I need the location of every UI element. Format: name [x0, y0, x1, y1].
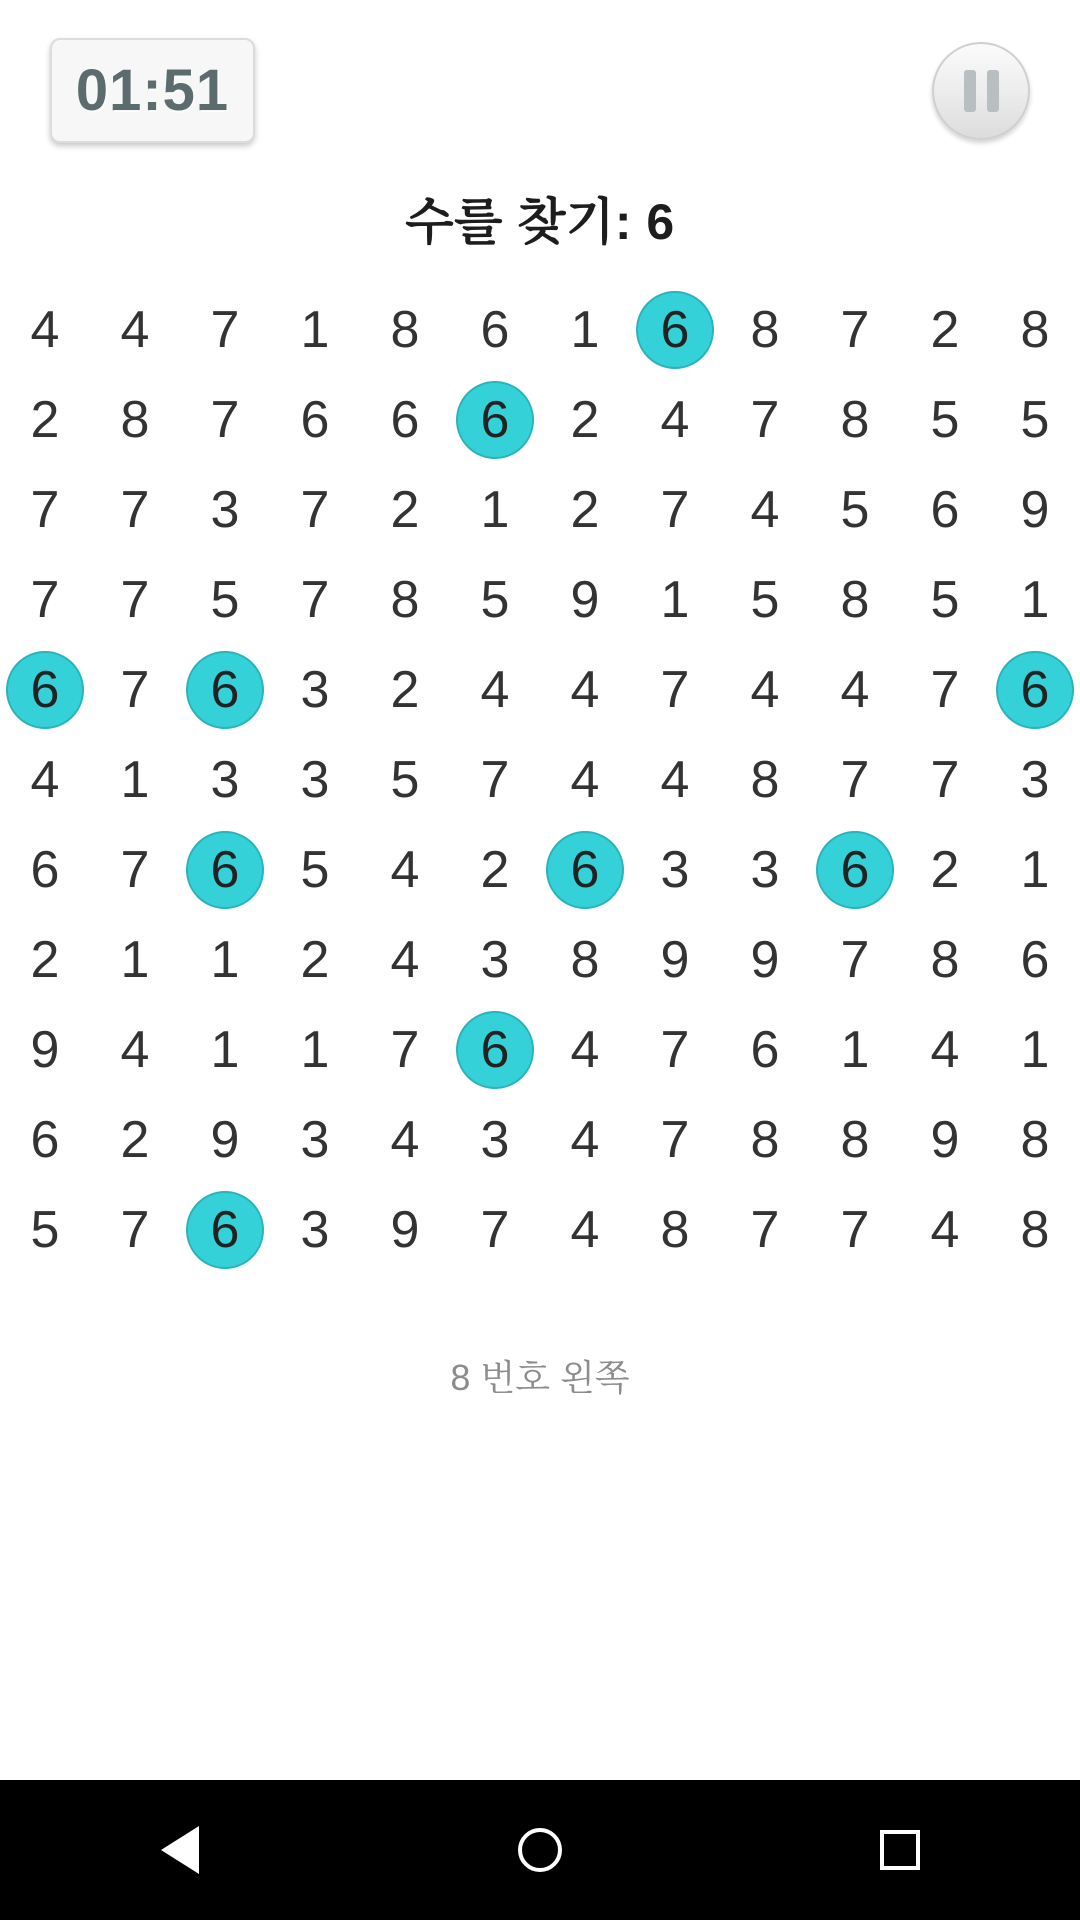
grid-cell-value: 3: [480, 931, 510, 989]
home-circle-icon: [518, 1828, 562, 1872]
grid-cell-value: 5: [390, 751, 420, 809]
grid-cell[interactable]: [0, 555, 90, 645]
grid-cell-value: 4: [750, 661, 780, 719]
grid-cell-value: 6: [186, 1191, 264, 1269]
grid-cell[interactable]: [990, 285, 1080, 375]
grid-cell-value: 6: [480, 301, 510, 359]
grid-cell-value: 4: [570, 1021, 600, 1079]
grid-cell-value: 4: [840, 661, 870, 719]
grid-cell-value: 7: [120, 481, 150, 539]
grid-cell-highlighted[interactable]: [180, 1185, 270, 1275]
grid-cell[interactable]: [540, 915, 630, 1005]
grid-cell[interactable]: [720, 1185, 810, 1275]
grid-cell[interactable]: [810, 645, 900, 735]
grid-cell[interactable]: [810, 465, 900, 555]
grid-cell[interactable]: [810, 915, 900, 1005]
grid-cell-value: 6: [390, 391, 420, 449]
grid-cell-value: 3: [300, 751, 330, 809]
grid-cell[interactable]: [270, 375, 360, 465]
grid-cell-value: 1: [210, 931, 240, 989]
grid-cell[interactable]: [540, 1185, 630, 1275]
grid-cell-value: 7: [660, 1111, 690, 1169]
grid-cell[interactable]: [630, 555, 720, 645]
grid-cell[interactable]: [450, 645, 540, 735]
page-title: 수를 찾기: 6: [405, 194, 675, 250]
grid-cell[interactable]: [630, 735, 720, 825]
grid-cell-value: 1: [300, 1021, 330, 1079]
grid-cell[interactable]: [270, 825, 360, 915]
grid-cell-value: 7: [300, 571, 330, 629]
grid-cell-highlighted[interactable]: [540, 825, 630, 915]
grid-cell-value: 4: [480, 661, 510, 719]
grid-cell-value: 1: [120, 751, 150, 809]
grid-cell-value: 6: [996, 651, 1074, 729]
grid-cell[interactable]: [180, 555, 270, 645]
grid-cell[interactable]: [810, 1005, 900, 1095]
grid-cell-value: 3: [660, 841, 690, 899]
back-triangle-icon: [161, 1826, 199, 1874]
grid-cell-value: 9: [210, 1111, 240, 1169]
grid-cell[interactable]: [0, 465, 90, 555]
grid-cell-value: 4: [390, 841, 420, 899]
grid-cell-value: 8: [390, 571, 420, 629]
grid-cell[interactable]: [270, 1185, 360, 1275]
grid-cell-value: 5: [930, 391, 960, 449]
grid-cell-value: 4: [390, 1111, 420, 1169]
grid-cell-highlighted[interactable]: [990, 645, 1080, 735]
grid-cell-value: 6: [1020, 931, 1050, 989]
grid-cell-value: 4: [750, 481, 780, 539]
grid-cell-value: 8: [120, 391, 150, 449]
grid-cell[interactable]: [540, 465, 630, 555]
grid-cell[interactable]: [180, 1005, 270, 1095]
grid-cell[interactable]: [900, 285, 990, 375]
grid-cell-value: 8: [1020, 1111, 1050, 1169]
grid-cell-value: 7: [660, 1021, 690, 1079]
grid-cell[interactable]: [900, 735, 990, 825]
grid-cell-value: 7: [750, 1201, 780, 1259]
grid-cell-value: 7: [300, 481, 330, 539]
grid-cell-value: 6: [930, 481, 960, 539]
grid-cell-value: 3: [1020, 751, 1050, 809]
grid-cell[interactable]: [90, 1005, 180, 1095]
grid-cell[interactable]: [540, 735, 630, 825]
grid-cell-value: 7: [660, 481, 690, 539]
grid-cell[interactable]: [360, 555, 450, 645]
grid-cell[interactable]: [450, 1095, 540, 1185]
grid-cell[interactable]: [630, 1005, 720, 1095]
grid-cell-value: 6: [750, 1021, 780, 1079]
grid-cell[interactable]: [720, 825, 810, 915]
grid-cell-value: 7: [930, 751, 960, 809]
grid-cell[interactable]: [900, 1185, 990, 1275]
grid-cell-value: 7: [840, 301, 870, 359]
grid-cell[interactable]: [360, 825, 450, 915]
grid-cell-value: 7: [120, 841, 150, 899]
grid-cell-value: 1: [1020, 571, 1050, 629]
grid-cell[interactable]: [810, 1095, 900, 1185]
grid-cell[interactable]: [540, 555, 630, 645]
grid-cell[interactable]: [720, 375, 810, 465]
grid-cell-value: 7: [750, 391, 780, 449]
grid-cell-value: 9: [390, 1201, 420, 1259]
grid-cell-value: 3: [300, 1201, 330, 1259]
grid-cell[interactable]: [990, 1185, 1080, 1275]
grid-cell-value: 8: [570, 931, 600, 989]
grid-cell[interactable]: [450, 1185, 540, 1275]
grid-cell[interactable]: [900, 375, 990, 465]
grid-cell-highlighted[interactable]: [450, 1005, 540, 1095]
grid-cell-highlighted[interactable]: [810, 825, 900, 915]
nav-home-button[interactable]: [480, 1790, 600, 1910]
grid-cell[interactable]: [90, 375, 180, 465]
grid-cell[interactable]: [630, 465, 720, 555]
grid-cell[interactable]: [900, 915, 990, 1005]
grid-cell-value: 8: [750, 1111, 780, 1169]
grid-cell-value: 4: [30, 301, 60, 359]
grid-cell[interactable]: [90, 825, 180, 915]
grid-cell[interactable]: [90, 1095, 180, 1185]
grid-cell-value: 4: [570, 661, 600, 719]
grid-cell-highlighted[interactable]: [180, 645, 270, 735]
grid-cell[interactable]: [450, 465, 540, 555]
grid-cell-value: 8: [750, 301, 780, 359]
grid-cell[interactable]: [990, 555, 1080, 645]
grid-cell-value: 6: [636, 291, 714, 369]
grid-cell-value: 3: [300, 1111, 330, 1169]
grid-cell[interactable]: [990, 825, 1080, 915]
grid-cell-value: 9: [750, 931, 780, 989]
top-bar: [0, 0, 1080, 175]
grid-cell-value: 4: [930, 1021, 960, 1079]
nav-recents-button[interactable]: [840, 1790, 960, 1910]
grid-cell[interactable]: [810, 1185, 900, 1275]
grid-cell[interactable]: [360, 1185, 450, 1275]
grid-cell[interactable]: [720, 915, 810, 1005]
grid-cell[interactable]: [180, 465, 270, 555]
grid-cell[interactable]: [360, 1005, 450, 1095]
grid-cell-value: 1: [120, 931, 150, 989]
grid-cell[interactable]: [720, 1095, 810, 1185]
grid-cell[interactable]: [900, 825, 990, 915]
grid-cell-value: 7: [210, 391, 240, 449]
grid-cell[interactable]: [180, 915, 270, 1005]
grid-cell[interactable]: [0, 1005, 90, 1095]
grid-cell-value: 4: [390, 931, 420, 989]
grid-cell[interactable]: [90, 1185, 180, 1275]
grid-cell[interactable]: [90, 915, 180, 1005]
number-grid[interactable]: [0, 285, 1080, 1275]
grid-cell[interactable]: [90, 735, 180, 825]
grid-cell[interactable]: [990, 465, 1080, 555]
grid-cell[interactable]: [90, 285, 180, 375]
grid-cell-value: 7: [210, 301, 240, 359]
grid-cell-value: 7: [840, 931, 870, 989]
grid-cell[interactable]: [90, 645, 180, 735]
grid-cell-value: 4: [570, 751, 600, 809]
grid-cell[interactable]: [0, 825, 90, 915]
timer-value: 01:51: [75, 58, 230, 123]
grid-cell[interactable]: [810, 555, 900, 645]
grid-cell-value: 1: [480, 481, 510, 539]
nav-back-button[interactable]: [120, 1790, 240, 1910]
grid-cell-value: 4: [660, 391, 690, 449]
grid-cell[interactable]: [810, 285, 900, 375]
grid-cell-value: 7: [930, 661, 960, 719]
grid-cell[interactable]: [990, 915, 1080, 1005]
grid-cell-value: 8: [840, 391, 870, 449]
grid-cell[interactable]: [810, 375, 900, 465]
grid-cell-highlighted[interactable]: [630, 285, 720, 375]
grid-cell[interactable]: [0, 915, 90, 1005]
grid-cell-value: 7: [30, 571, 60, 629]
grid-cell-value: 7: [660, 661, 690, 719]
grid-cell-value: 9: [570, 571, 600, 629]
grid-cell-value: 4: [570, 1111, 600, 1169]
grid-cell[interactable]: [360, 465, 450, 555]
grid-cell[interactable]: [0, 1185, 90, 1275]
grid-cell-value: 9: [30, 1021, 60, 1079]
grid-cell[interactable]: [540, 1095, 630, 1185]
grid-cell[interactable]: [900, 1005, 990, 1095]
grid-cell-value: 6: [456, 381, 534, 459]
grid-cell-value: 8: [840, 571, 870, 629]
grid-cell-value: 4: [930, 1201, 960, 1259]
grid-cell[interactable]: [270, 1005, 360, 1095]
grid-cell[interactable]: [720, 555, 810, 645]
grid-cell-value: 2: [30, 931, 60, 989]
grid-cell-value: 2: [30, 391, 60, 449]
grid-cell-value: 6: [30, 1111, 60, 1169]
grid-cell-value: 7: [480, 751, 510, 809]
grid-cell[interactable]: [90, 555, 180, 645]
grid-cell-value: 5: [1020, 391, 1050, 449]
grid-cell[interactable]: [270, 285, 360, 375]
grid-cell[interactable]: [990, 1095, 1080, 1185]
grid-cell-value: 8: [930, 931, 960, 989]
grid-cell-value: 7: [390, 1021, 420, 1079]
grid-cell-value: 7: [120, 661, 150, 719]
grid-cell-value: 2: [300, 931, 330, 989]
grid-cell-value: 2: [570, 391, 600, 449]
grid-cell-value: 5: [300, 841, 330, 899]
grid-cell-value: 6: [546, 831, 624, 909]
grid-cell-value: 2: [120, 1111, 150, 1169]
grid-cell[interactable]: [180, 285, 270, 375]
grid-cell[interactable]: [360, 735, 450, 825]
grid-cell-value: 5: [30, 1201, 60, 1259]
grid-cell[interactable]: [630, 1095, 720, 1185]
grid-cell-value: 5: [480, 571, 510, 629]
grid-cell-value: 5: [210, 571, 240, 629]
grid-cell-value: 2: [930, 301, 960, 359]
grid-cell[interactable]: [0, 285, 90, 375]
android-nav-bar: [0, 1780, 1080, 1920]
grid-cell[interactable]: [450, 285, 540, 375]
grid-cell[interactable]: [270, 915, 360, 1005]
grid-cell-value: 1: [660, 571, 690, 629]
grid-cell-value: 6: [30, 841, 60, 899]
grid-cell-value: 7: [120, 1201, 150, 1259]
grid-cell-value: 6: [186, 831, 264, 909]
pause-icon-bar-left: [964, 70, 976, 112]
grid-cell[interactable]: [270, 465, 360, 555]
grid-cell-value: 6: [300, 391, 330, 449]
grid-cell[interactable]: [360, 915, 450, 1005]
grid-cell[interactable]: [720, 645, 810, 735]
grid-cell[interactable]: [900, 645, 990, 735]
grid-cell[interactable]: [450, 735, 540, 825]
grid-cell-value: 4: [30, 751, 60, 809]
grid-cell[interactable]: [810, 735, 900, 825]
grid-cell-value: 5: [840, 481, 870, 539]
grid-cell-value: 1: [1020, 1021, 1050, 1079]
grid-cell-value: 8: [390, 301, 420, 359]
grid-cell-value: 1: [210, 1021, 240, 1079]
grid-cell-value: 1: [570, 301, 600, 359]
grid-cell[interactable]: [270, 735, 360, 825]
grid-cell[interactable]: [450, 915, 540, 1005]
grid-cell[interactable]: [720, 1005, 810, 1095]
grid-cell[interactable]: [720, 285, 810, 375]
grid-cell[interactable]: [360, 375, 450, 465]
grid-cell-value: 3: [480, 1111, 510, 1169]
grid-cell[interactable]: [990, 735, 1080, 825]
grid-cell-value: 7: [480, 1201, 510, 1259]
grid-cell-value: 6: [456, 1011, 534, 1089]
grid-cell[interactable]: [900, 1095, 990, 1185]
grid-cell-value: 8: [750, 751, 780, 809]
grid-cell-value: 8: [1020, 1201, 1050, 1259]
grid-cell-value: 9: [1020, 481, 1050, 539]
grid-cell[interactable]: [450, 825, 540, 915]
grid-cell[interactable]: [540, 375, 630, 465]
grid-cell[interactable]: [630, 645, 720, 735]
grid-cell[interactable]: [630, 825, 720, 915]
grid-cell-value: 7: [30, 481, 60, 539]
grid-cell-value: 9: [930, 1111, 960, 1169]
grid-cell-value: 3: [210, 481, 240, 539]
grid-cell-value: 2: [390, 481, 420, 539]
grid-cell-value: 4: [120, 1021, 150, 1079]
grid-cell[interactable]: [540, 645, 630, 735]
grid-cell[interactable]: [360, 1095, 450, 1185]
grid-cell-value: 8: [840, 1111, 870, 1169]
grid-cell[interactable]: [270, 645, 360, 735]
grid-cell-highlighted[interactable]: [450, 375, 540, 465]
grid-cell-value: 1: [1020, 841, 1050, 899]
grid-cell-value: 7: [840, 1201, 870, 1259]
grid-cell[interactable]: [990, 375, 1080, 465]
grid-cell-value: 3: [210, 751, 240, 809]
grid-cell[interactable]: [540, 1005, 630, 1095]
grid-cell[interactable]: [180, 1095, 270, 1185]
grid-cell-value: 7: [840, 751, 870, 809]
grid-cell[interactable]: [900, 465, 990, 555]
grid-cell[interactable]: [180, 375, 270, 465]
grid-cell-value: 3: [300, 661, 330, 719]
pause-button[interactable]: [932, 42, 1030, 140]
grid-cell-value: 9: [660, 931, 690, 989]
grid-cell-value: 2: [480, 841, 510, 899]
grid-cell-value: 4: [570, 1201, 600, 1259]
grid-cell[interactable]: [900, 555, 990, 645]
grid-cell-value: 6: [816, 831, 894, 909]
grid-cell-value: 2: [390, 661, 420, 719]
grid-cell[interactable]: [0, 1095, 90, 1185]
timer-display: [50, 38, 255, 143]
grid-cell[interactable]: [180, 735, 270, 825]
status-text: 8 번호 왼쪽: [450, 1357, 630, 1398]
grid-cell-highlighted[interactable]: [180, 825, 270, 915]
grid-cell[interactable]: [720, 465, 810, 555]
grid-cell[interactable]: [630, 375, 720, 465]
grid-cell[interactable]: [360, 285, 450, 375]
grid-cell-highlighted[interactable]: [0, 645, 90, 735]
grid-cell[interactable]: [630, 915, 720, 1005]
grid-cell-value: 7: [120, 571, 150, 629]
grid-cell[interactable]: [720, 735, 810, 825]
grid-cell-value: 5: [930, 571, 960, 629]
grid-cell[interactable]: [0, 735, 90, 825]
grid-cell-value: 2: [930, 841, 960, 899]
grid-cell-value: 2: [570, 481, 600, 539]
recents-square-icon: [880, 1830, 920, 1870]
pause-icon-bar-right: [987, 70, 999, 112]
grid-cell-value: 8: [660, 1201, 690, 1259]
grid-cell[interactable]: [270, 555, 360, 645]
grid-cell[interactable]: [360, 645, 450, 735]
grid-cell[interactable]: [540, 285, 630, 375]
grid-cell-value: 1: [840, 1021, 870, 1079]
grid-cell-value: 4: [120, 301, 150, 359]
grid-cell-value: 4: [660, 751, 690, 809]
grid-cell[interactable]: [270, 1095, 360, 1185]
grid-cell-value: 1: [300, 301, 330, 359]
grid-cell[interactable]: [90, 465, 180, 555]
grid-cell[interactable]: [990, 1005, 1080, 1095]
grid-cell[interactable]: [630, 1185, 720, 1275]
grid-cell-value: 3: [750, 841, 780, 899]
grid-cell[interactable]: [0, 375, 90, 465]
grid-cell[interactable]: [450, 555, 540, 645]
grid-cell-value: 5: [750, 571, 780, 629]
grid-cell-value: 6: [186, 651, 264, 729]
grid-cell-value: 6: [6, 651, 84, 729]
grid-cell-value: 8: [1020, 301, 1050, 359]
